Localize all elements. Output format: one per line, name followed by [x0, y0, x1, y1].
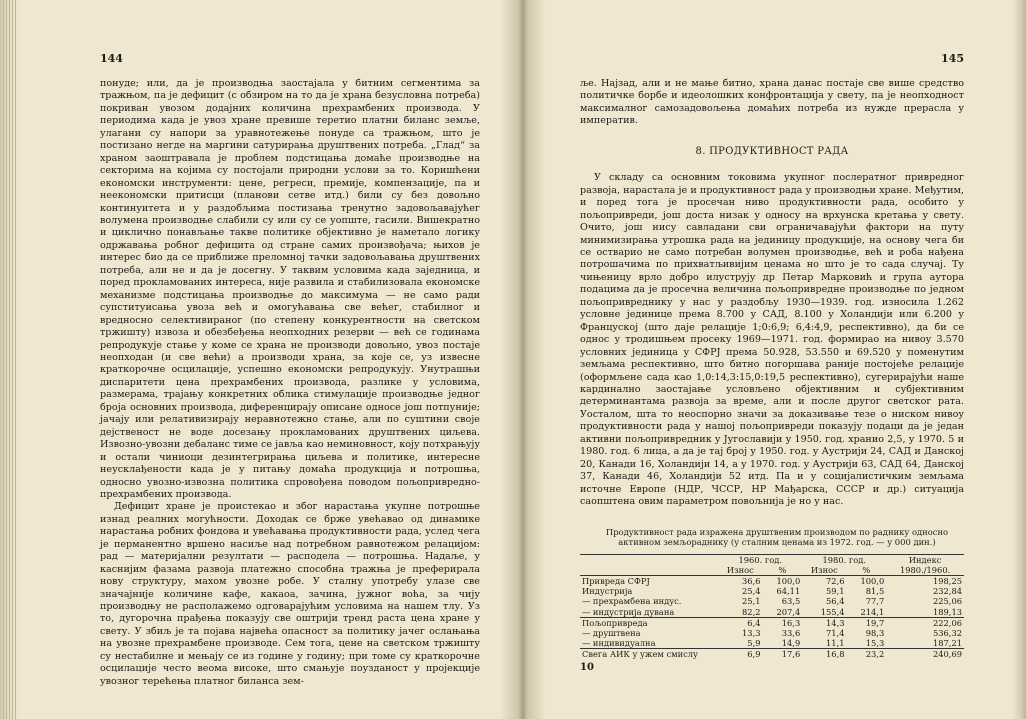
column-header: 1980. год. [822, 554, 866, 565]
paragraph: Дефицит хране је проистекао и због нарастања укупне потрошње изнад реалних могућности. Доходак се брже увећавао од динамике нарастања робних фондова и увећавања продуктивности рада, услед чега је перманентно вршено насиље над потребном равнотежом релацијом: рад — материјални резултати — расподела — потрошња. Надаље, у каснијим фазама развоја платежно способна тражња је преферирала нову структуру, махом увозне робе. У сталну употребу улазе све значајније количине кафе, какаоа, зачина, јужног воћа, за чију производњу не располажемо одговарајућим условима на нашем тлу. Уз то, дугорочна прађења показују све оштрији тренд раста цена хране у свету. У збиљ је та појава највећа опасност за политику јачег ослањања на увозне прехрамбене производе. Сем тога, цене на светском тржишту су нестабилне и мењају се из године у годину; при томе су краткорочне осцилације често веома високе, што смањује поузданост у пројекције увозног терећења платног биланса зем- [100, 501, 480, 687]
paragraph: ље. Најзад, али и не мање битно, храна данас постаје све више средство политичке борбе и идеолошких конфронтација у свету, па је неопходност максималног самозадовољења домаћих потреба из нужде прерасла у императив. [580, 78, 964, 127]
table-row [580, 575, 964, 586]
table-cell: 64,11 [776, 586, 801, 597]
table-cell: 33,6 [781, 627, 801, 638]
table-cell: 71,4 [826, 627, 845, 638]
page-edges-right [1012, 0, 1026, 719]
table-cell: 63,5 [781, 596, 801, 607]
table-cell: 72,6 [826, 575, 845, 586]
table-cell: 23,2 [865, 649, 885, 660]
table-cell: 56,4 [826, 596, 845, 607]
table-cell: 11,1 [826, 638, 845, 649]
table-cell: 536,32 [932, 627, 962, 638]
table-cell: 77,7 [865, 596, 885, 607]
table-cell: 187,21 [932, 638, 962, 649]
column-subheader: Износ [726, 564, 754, 575]
table-cell: 19,7 [865, 617, 885, 628]
table-cell: 214,1 [860, 606, 885, 617]
page-number-left: 144 [100, 52, 123, 65]
table-row [580, 586, 964, 596]
right-page-body [580, 78, 964, 660]
paragraph: понуде; или, да је производња заостајала у битним сегментима за тражњом, па је дефицит (с обзиром на то да је храна безусловна потреба) покриван увозом додајних количина прехрамбених производа. У периодима када је увоз хране превише теретио платни биланс земље, улагани су напори за уравнотежење понуде са тражњом, што је постизано негде на маргини сатурирања друштвених потреба. „Глад“ за храном заоштравала је проблем подстицања домаће производње на секторима на којима су постојали природни услови за то. Коришћени економски инструменти: цене, регреси, премије, компензације, па и неекономски притисци (планови сетве итд.) били су без довољно континуитета и у раздобљима постизања тренутно задовољавајућег волумена производње слабили су или су се уопште, гасили. Вишекратно и циклично понављање такве политике објективно је наметало логику одржавања робног дефицита од стране самих произвођача; њихов је интерес био да се приближе преломној тачки задовољавања друштвених потреба, али не и да је досегну. У таквим условима када заједница, и поред прокламованих интереса, није развила и стабилизовала економске механизме подстицања производње до максимума — не само ради супституисања увоза већ и омогућавања све већег, стабилног и вредносно селективираног (по степену конкурентности на светском тржишту) извоза и обезбеђења неопходних резерви — већ се годинама репродукује стање у коме се храна не производи довољно, увоз постаје неопходан (и све већи) а производи храна, за које се, уз извесне краткорочне осцилације, успешно економски репродукују. Унутрашњи диспаритети цена прехрамбених производа, разлике у условима, размерама, трајању конкретних облика стимулације производње једног броја основних производа, диференцирају описане односе још потпуније; јачају или релативизирају неравнотежно стање, али по суштини своје дејственост не воде досезању прокламованих друштвених циљева. Извозно-увозни дебаланс тиме се јавља као неминовност, коју потхрањују и остали чиниоци дезинтегрирања циљева и политике, интересне неусклађености када је у питању домаћа продукција и потрошња, односно увозно-извозна политика спровођена поводом пољопривредно-прехрамбених производа. [100, 78, 480, 500]
row-label: Индустрија [582, 586, 633, 597]
table-cell: 17,6 [781, 649, 801, 660]
signature-mark: 10 [580, 662, 594, 673]
row-label: — индустрија дувана [582, 606, 675, 617]
table-cell: 5,9 [747, 638, 761, 649]
table-cell: 100,0 [776, 575, 801, 586]
row-label: — индивидуална [582, 638, 656, 649]
row-label: — прехрамбена индус. [582, 596, 682, 607]
column-header: Индекс [908, 554, 942, 565]
table-cell: 100,0 [860, 575, 885, 586]
table-cell: 98,3 [865, 627, 885, 638]
table-cell: 198,25 [932, 575, 962, 586]
table-cell: 59,1 [826, 586, 845, 597]
table-row [580, 617, 964, 628]
column-subheader: Износ [810, 564, 838, 575]
row-label: Пољопривреда [582, 617, 648, 628]
table-cell: 25,1 [742, 596, 761, 607]
table-cell: 36,6 [742, 575, 761, 586]
row-label: Свега АИК у ужем смислу [582, 649, 698, 660]
column-subheader: % [862, 564, 871, 575]
page-edges-left [0, 0, 22, 719]
table-cell: 207,4 [776, 606, 801, 617]
row-label: — друштвена [582, 627, 641, 638]
column-header: 1960. год. [738, 554, 782, 565]
page-number-right: 145 [941, 52, 964, 65]
column-subheader: % [778, 564, 787, 575]
table-cell: 25,4 [742, 586, 761, 597]
table-cell: 6,9 [747, 649, 761, 660]
paragraph: У складу са основним токовима укупног послератног привредног развоја, нарастала је и продуктивност рада у производњи хране. Међутим, и поред тога је просечан ниво продуктивности рада, особито у пољопривреди, још доста низак у односу на врхунска кретања у свету. Очито, још нису савладани сви ограничавајући фактори на путу минимизирања утрошка рада на јединицу продукције, на основу чега би се остварио не само потребан волумен производње, већ и роба нађена потрошачима по прихватљивијим ценама но што је то сада случај. Ту чињеницу врло добро илуструју др Петар Марковић и група аутора подацима да је просечна величина пољопривредне производње по једном пољопривреднику у нас у раздобљу 1930—1939. год. износила 1.262 условне јединице према 8.700 у САД, 8.100 у Холандији или 6.200 у Француској (што даје релације 1;0:6,9; 6,4:4,9, респективно), да би се однос у тродишњем просеку 1969—1971. год. формирао на нивоу 3.570 условних јединица у СФРЈ према 50.928, 53.550 и 69.520 у поменутим земљама респективно, што битно погоршава раније постојеће релације (оформљене сада као 1,0:14,3:15,0:19,5 респективно), сугерирајући наше кардинално заостајање условљено објективним и субјективним детерминантама развоја за време, али и после другог светског рата. Уосталом, шта то неоспорно значи за доказивање тезе о ниском нивоу продуктивности рада у нашој пољопривреди показују подаци да је један активни пољопривредник у Југославији у 1950. год. хранио 2,5, у 1970. 5 и 1980. год. 6 лица, а да је тај број у 1950. год. у Аустрији 24, САД и Данској 20, Канади 16, Холандији 14, а у 1970. год. у Аустрији 63, САД 64, Данској 37, Канади 46, Холандији 52 итд. Па и у социјалистичким земљама источне Европе (НДР, ЧССР, НР Мађарска, СССР и др.) ситуација саопштена овим параметром повољнија је но у нас. [580, 172, 964, 508]
row-label: Привреда СФРЈ [582, 575, 650, 586]
table-caption: Продуктивност рада изражена друштвеним производом по раднику односно активном земљораднику (у сталним ценама из 1972. год. — у 000 дин.) [605, 526, 949, 547]
column-subheader: 1980./1960. [899, 564, 951, 575]
table-cell: 155,4 [820, 606, 845, 617]
table-cell: 6,4 [747, 617, 761, 628]
table-row [580, 596, 964, 606]
productivity-table [580, 554, 964, 660]
table-cell: 16,8 [826, 649, 845, 660]
table-cell: 189,13 [932, 606, 962, 617]
table-row [580, 607, 964, 618]
table-cell: 16,3 [781, 617, 801, 628]
table-cell: 232,84 [932, 586, 962, 597]
table-cell: 15,3 [865, 638, 885, 649]
table-cell: 14,3 [826, 617, 845, 628]
table-cell: 13,3 [742, 627, 761, 638]
table-cell: 82,2 [742, 606, 761, 617]
table-body [580, 575, 964, 659]
table-cell: 225,06 [932, 596, 962, 607]
table-row [580, 628, 964, 638]
book-gutter [500, 0, 546, 719]
section-heading: 8. ПРОДУКТИВНОСТ РАДА [695, 145, 849, 157]
table-row [580, 638, 964, 649]
table-cell: 14,9 [781, 638, 801, 649]
table-row [580, 649, 964, 660]
table-cell: 81,5 [865, 586, 885, 597]
left-page-body [100, 78, 480, 688]
table-cell: 240,69 [932, 649, 962, 660]
table-cell: 222,06 [932, 617, 962, 628]
